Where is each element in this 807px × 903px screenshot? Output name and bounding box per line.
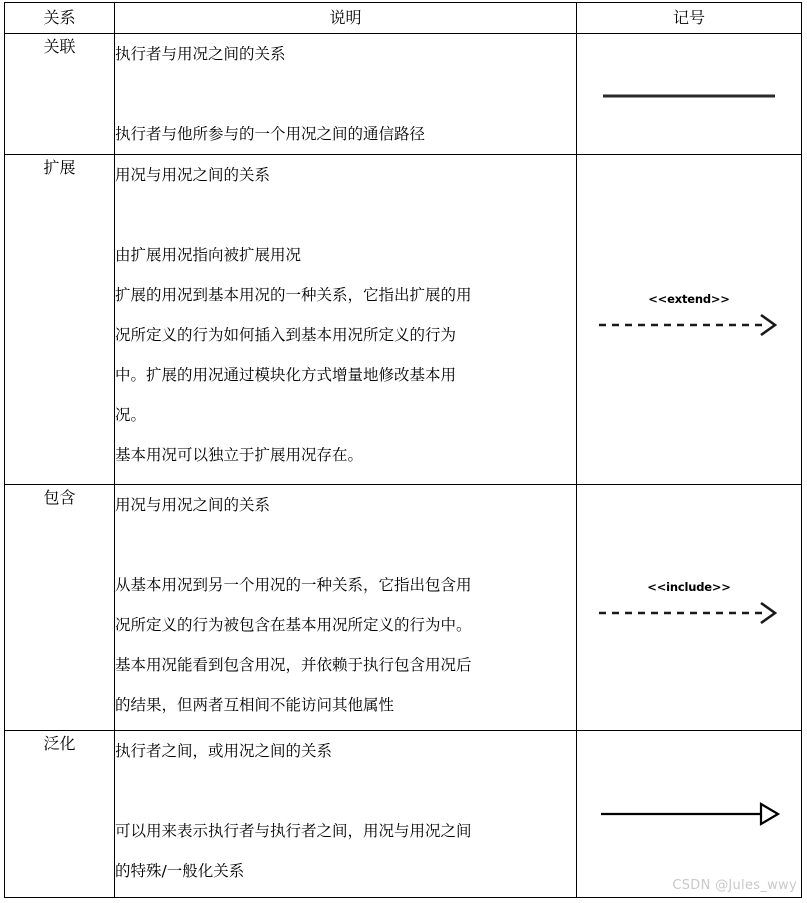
- description-line: 从基本用况到另一个用况的一种关系，它指出包含用: [115, 576, 472, 594]
- description-line: 中。扩展的用况通过模块化方式增量地修改基本用: [115, 366, 457, 384]
- description-line: 用况与用况之间的关系: [115, 496, 271, 514]
- description-line: 用况与用况之间的关系: [115, 166, 271, 184]
- relationship-name-extend: [5, 155, 115, 485]
- header-cell-relationship: [5, 3, 115, 34]
- notation-include: [577, 485, 801, 730]
- relationship-description-association: [115, 34, 577, 155]
- table-row: [5, 731, 802, 898]
- description-line-blank: [115, 525, 576, 565]
- description-line: 由扩展用况指向被扩展用况: [115, 246, 302, 264]
- relationship-name-label: 泛化: [43, 734, 76, 753]
- description-line: 执行者与他所参与的一个用况之间的通信路径: [115, 125, 426, 143]
- description-line: 况。: [115, 406, 147, 424]
- extend-stereotype-label: <<extend>>: [648, 291, 730, 306]
- association-line-icon: [589, 74, 789, 114]
- description-line: 基本用况能看到包含用况，并依赖于执行包含用况后: [115, 656, 472, 674]
- generalization-hollow-triangle-arrow-icon: [589, 794, 789, 834]
- description-line: 的结果，但两者互相间不能访问其他属性: [115, 696, 395, 714]
- description-line-blank: [115, 195, 576, 235]
- header-label-notation: 记号: [672, 8, 705, 27]
- description-line: 执行者与用况之间的关系: [115, 45, 286, 63]
- uml-relationship-table: [4, 2, 802, 898]
- description-line: 的特殊/一般化关系: [115, 862, 245, 880]
- notation-cell-extend: [577, 155, 802, 485]
- description-line-blank: [115, 74, 576, 114]
- description-line: 扩展的用况到基本用况的一种关系，它指出扩展的用: [115, 286, 472, 304]
- relationship-description-include: [115, 485, 577, 731]
- description-line: 况所定义的行为如何插入到基本用况所定义的行为: [115, 326, 457, 344]
- relationship-name-association: [5, 34, 115, 155]
- notation-association: [577, 34, 801, 154]
- relationship-name-generalization: [5, 731, 115, 898]
- relationship-description-extend: [115, 155, 577, 485]
- include-dashed-arrow-icon: [589, 588, 789, 628]
- relationship-name-label: 包含: [43, 488, 76, 507]
- table-row: [5, 485, 802, 731]
- extend-dashed-arrow-icon: [589, 300, 789, 340]
- header-cell-description: [115, 3, 577, 34]
- description-line-blank: [115, 771, 576, 811]
- header-label-description: 说明: [329, 8, 362, 27]
- header-cell-notation: [577, 3, 802, 34]
- relationship-name-include: [5, 485, 115, 731]
- header-label-relationship: 关系: [43, 8, 76, 27]
- csdn-watermark: CSDN @Jules_wwy: [672, 878, 797, 893]
- notation-extend: [577, 155, 801, 484]
- description-line: 可以用来表示执行者与执行者之间，用况与用况之间: [115, 822, 472, 840]
- notation-cell-generalization: [577, 731, 802, 898]
- table-row: [5, 34, 802, 155]
- description-line: 执行者之间，或用况之间的关系: [115, 742, 333, 760]
- relationship-name-label: 关联: [43, 37, 76, 56]
- relationship-name-label: 扩展: [43, 158, 76, 177]
- notation-cell-include: [577, 485, 802, 731]
- table-header-row: [5, 3, 802, 34]
- description-line: 况所定义的行为被包含在基本用况所定义的行为中。: [115, 616, 472, 634]
- relationship-description-generalization: [115, 731, 577, 898]
- table-row: [5, 155, 802, 485]
- include-stereotype-label: <<include>>: [647, 579, 731, 594]
- description-line: 基本用况可以独立于扩展用况存在。: [115, 446, 364, 464]
- notation-generalization: [577, 731, 801, 897]
- notation-cell-association: [577, 34, 802, 155]
